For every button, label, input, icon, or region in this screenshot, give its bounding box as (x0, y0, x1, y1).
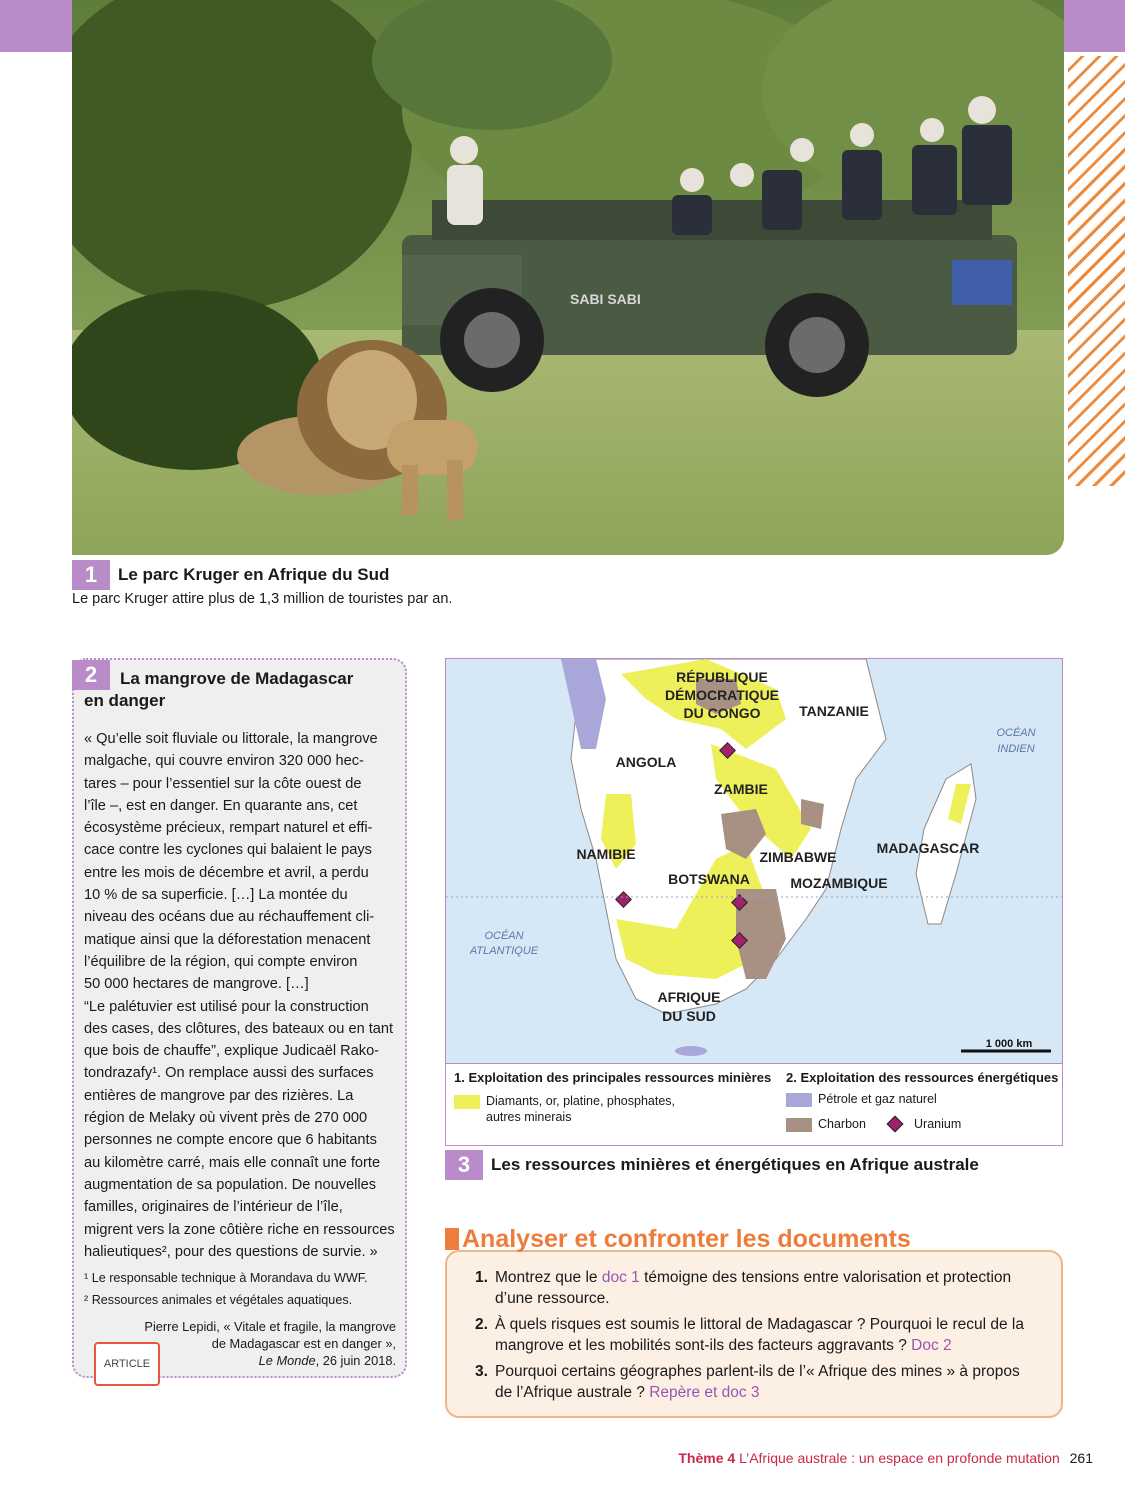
decorative-stripes (1068, 56, 1125, 486)
article-badge[interactable] (94, 1342, 160, 1386)
label-afrique-sud-2: DU SUD (662, 1008, 716, 1024)
legend-uranium: Uranium (914, 1117, 962, 1131)
page-number: 261 (1069, 1450, 1093, 1466)
question-3-text-a: Pourquoi certains géographes parlent-ils de l’« Afrique des mines » à propos (495, 1363, 1020, 1380)
resources-map (445, 658, 1063, 1064)
legend-uranium-icon (887, 1116, 904, 1133)
page-footer (678, 1450, 1093, 1466)
exercise-title-bar (445, 1228, 459, 1250)
label-zimbabwe: ZIMBABWE (759, 849, 837, 865)
label-rdc-1: RÉPUBLIQUE (676, 669, 768, 685)
quote-line: matique ainsi que la déforestation menacent (84, 931, 371, 948)
quote-line: niveau des océans due au réchauffement cli- (84, 909, 375, 926)
vehicle-logo: SABI SABI (570, 291, 641, 307)
quote-line: “Le palétuvier est utilisé pour la construction (84, 998, 369, 1015)
doc3-number: 3 (445, 1150, 483, 1180)
quote-line: migrent vers la zone côtière riche en ressources (84, 1221, 395, 1238)
footer-theme: Thème 4 (678, 1450, 736, 1466)
legend-minerals-line1: Diamants, or, platine, phosphates, (486, 1094, 676, 1108)
question-2 (475, 1314, 1050, 1356)
question-2-link[interactable]: Doc 2 (911, 1337, 952, 1354)
legend-group2-title: 2. Exploitation des ressources énergétiques (786, 1070, 1059, 1085)
legend-minerals-line2: autres minerais (486, 1110, 572, 1124)
quote-line: halieutiques², pour des questions de survie. » (84, 1243, 378, 1260)
source-date: , 26 juin 2018. (315, 1353, 396, 1368)
quote-line: tondrazafy¹. On remplace aussi des surfaces (84, 1065, 374, 1082)
quote-line: malgache, qui couvre environ 320 000 hec- (84, 753, 364, 770)
label-afrique-sud-1: AFRIQUE (657, 989, 721, 1005)
doc2-title (84, 668, 390, 712)
label-ocean-indien-1: OCÉAN (996, 727, 1036, 739)
doc1-caption: Le parc Kruger attire plus de 1,3 million de touristes par an. (72, 591, 453, 607)
label-zambie: ZAMBIE (714, 781, 768, 797)
label-rdc-3: DU CONGO (683, 705, 761, 721)
quote-line: au kilomètre carré, mais elle connaît une forte (84, 1154, 381, 1171)
doc2-footnotes (84, 1267, 396, 1311)
question-1-text-a: Montrez que le (495, 1269, 602, 1286)
quote-line: région de Melaky où vivent près de 270 000 (84, 1110, 368, 1127)
label-ocean-indien-2: INDIEN (997, 743, 1035, 755)
quote-line: familles, originaires de l’intérieur de l’île, (84, 1199, 343, 1216)
kruger-photo (72, 0, 1064, 555)
source-line2: de Madagascar est en danger », (211, 1336, 396, 1351)
doc3-title: Les ressources minières et énergétiques en Afrique australe (491, 1155, 979, 1174)
doc2-quote (84, 728, 396, 1263)
source-journal: Le Monde (258, 1353, 316, 1368)
question-3-link[interactable]: Repère et doc 3 (649, 1384, 760, 1401)
footnote-1: ¹ Le responsable technique à Morandava du WWF. (84, 1271, 368, 1285)
label-ocean-atl-2: ATLANTIQUE (469, 945, 539, 957)
quote-line: 50 000 hectares de mangrove. […] (84, 976, 309, 993)
doc2-title-line1: La mangrove de Madagascar (120, 669, 354, 688)
doc1-title: Le parc Kruger en Afrique du Sud (118, 565, 390, 584)
source-line1: Pierre Lepidi, « Vitale et fragile, la mangrove (144, 1319, 396, 1334)
label-mozambique: MOZAMBIQUE (790, 875, 888, 891)
quote-line: l’île –, est en danger. En quarante ans, cet (84, 797, 358, 814)
quote-line: entre les mois de décembre et avril, a perdu (84, 864, 369, 881)
question-1-text-b: témoigne des tensions entre valorisation et protection (639, 1269, 1012, 1286)
legend-minerals (486, 1093, 675, 1125)
quote-line: que bois de chauffe”, explique Judicaël Rako- (84, 1043, 380, 1060)
legend-group1-title: 1. Exploitation des principales ressources minières (454, 1070, 772, 1085)
question-2-text-a: À quels risques est soumis le littoral de Madagascar ? Pourquoi le recul de la (495, 1316, 1024, 1333)
legend-oil: Pétrole et gaz naturel (818, 1092, 937, 1106)
legend-coal: Charbon (818, 1117, 866, 1131)
question-1 (475, 1267, 1050, 1309)
legend-coal-swatch (786, 1118, 812, 1132)
label-tanzanie: TANZANIE (799, 703, 869, 719)
question-3 (475, 1361, 1050, 1403)
legend-minerals-swatch (454, 1095, 480, 1109)
quote-line: 10 % de sa superficie. […] La montée du (84, 887, 348, 904)
question-2-text-b: mangrove et les mobilités sont-ils des facteurs aggravants ? (495, 1337, 912, 1354)
quote-line: des cases, des clôtures, des bateaux ou en tant (84, 1020, 394, 1037)
question-3-text-b: de l’Afrique australe ? (495, 1384, 650, 1401)
doc1-number: 1 (72, 560, 110, 590)
footer-subtitle: L’Afrique australe : un espace en profonde mutation (735, 1450, 1060, 1466)
doc2-title-line2: en danger (84, 691, 166, 710)
question-1-number: 1. (475, 1269, 488, 1286)
scale-label: 1 000 km (985, 1038, 1033, 1050)
quote-line: « Qu’elle soit fluviale ou littorale, la mangrove (84, 731, 378, 747)
label-rdc-2: DÉMOCRATIQUE (664, 687, 780, 703)
label-angola: ANGOLA (615, 754, 677, 770)
quote-line: entières de mangrove par des rizières. La (84, 1087, 354, 1104)
footnote-2: ² Ressources animales et végétales aquatiques. (84, 1293, 353, 1307)
question-3-number: 3. (475, 1363, 488, 1380)
quote-line: écosystème précieux, rempart naturel et effi- (84, 820, 373, 837)
label-madagascar: MADAGASCAR (876, 840, 980, 856)
top-right-tab (1064, 0, 1125, 52)
quote-line: tares – pour l’essentiel sur la côte ouest de (84, 775, 362, 792)
label-ocean-atl-1: OCÉAN (484, 930, 524, 942)
quote-line: augmentation de sa population. De nouvelles (84, 1176, 377, 1193)
quote-line: cace contre les cyclones qui balaient le pays (84, 842, 372, 859)
question-2-number: 2. (475, 1316, 488, 1333)
exercise-title: Analyser et confronter les documents (462, 1225, 911, 1253)
quote-line: l’équilibre de la région, qui compte environ (84, 953, 358, 970)
legend-oil-swatch (786, 1093, 812, 1107)
question-1-link[interactable]: doc 1 (601, 1269, 640, 1286)
doc2-number: 2 (72, 660, 110, 690)
top-left-tab (0, 0, 72, 52)
quote-line: personnes ne compte encore que 6 habitants (84, 1132, 377, 1149)
label-botswana: BOTSWANA (668, 871, 750, 887)
article-label: ARTICLE (103, 1358, 151, 1370)
label-namibie: NAMIBIE (576, 846, 636, 862)
question-1-text-c: d’une ressource. (495, 1290, 610, 1307)
map-legend (445, 1064, 1063, 1146)
